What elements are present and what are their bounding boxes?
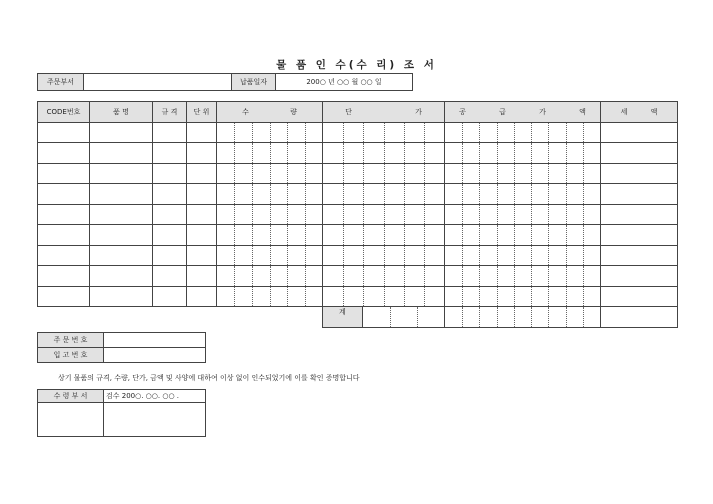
receiving-table — [37, 389, 206, 437]
unit-price-cell[interactable] — [323, 163, 445, 184]
spec-cell[interactable] — [153, 163, 187, 184]
code-cell[interactable] — [38, 225, 90, 246]
order-no-field[interactable] — [104, 333, 206, 348]
code-cell[interactable] — [38, 266, 90, 287]
confirmation-statement: 상기 물품의 규격, 수량, 단가, 금액 및 사양에 대하여 이상 없이 인수되었기에 이를 확인 증명합니다 — [58, 374, 360, 382]
spec-cell[interactable] — [153, 245, 187, 266]
item-name-cell[interactable] — [90, 163, 153, 184]
tax-cell[interactable] — [601, 204, 678, 225]
tax-cell[interactable] — [601, 266, 678, 287]
delivery-date-label: 납품일자 — [232, 74, 276, 91]
code-cell[interactable] — [38, 286, 90, 307]
col-tax: 세 액 — [601, 102, 678, 123]
spec-cell[interactable] — [153, 184, 187, 205]
spec-cell[interactable] — [153, 122, 187, 143]
tax-cell[interactable] — [601, 225, 678, 246]
col-spec: 규 격 — [153, 102, 187, 123]
table-row — [38, 143, 678, 164]
unit-price-cell[interactable] — [323, 122, 445, 143]
quantity-cell[interactable] — [217, 184, 323, 205]
item-name-cell[interactable] — [90, 266, 153, 287]
unit-price-cell[interactable] — [323, 245, 445, 266]
tax-cell[interactable] — [601, 245, 678, 266]
supply-amount-cell[interactable] — [445, 286, 601, 307]
unit-price-cell[interactable] — [323, 266, 445, 287]
item-name-cell[interactable] — [90, 204, 153, 225]
item-name-cell[interactable] — [90, 184, 153, 205]
unit-cell[interactable] — [187, 266, 217, 287]
receipt-no-field[interactable] — [104, 348, 206, 363]
supply-amount-cell[interactable] — [445, 245, 601, 266]
items-table — [37, 101, 678, 328]
code-cell[interactable] — [38, 122, 90, 143]
order-info-table — [37, 332, 206, 363]
unit-cell[interactable] — [187, 225, 217, 246]
quantity-cell[interactable] — [217, 143, 323, 164]
table-row — [38, 225, 678, 246]
total-supply-amount-cell[interactable] — [445, 307, 601, 328]
unit-cell[interactable] — [187, 122, 217, 143]
col-code: CODE번호 — [38, 102, 90, 123]
tax-cell[interactable] — [601, 143, 678, 164]
table-row — [38, 266, 678, 287]
code-cell[interactable] — [38, 184, 90, 205]
item-name-cell[interactable] — [90, 143, 153, 164]
unit-price-cell[interactable] — [323, 184, 445, 205]
tax-cell[interactable] — [601, 122, 678, 143]
order-no-label: 주 문 번 호 — [38, 333, 104, 348]
quantity-cell[interactable] — [217, 122, 323, 143]
item-name-cell[interactable] — [90, 286, 153, 307]
spec-cell[interactable] — [153, 143, 187, 164]
quantity-cell[interactable] — [217, 286, 323, 307]
supply-amount-cell[interactable] — [445, 122, 601, 143]
supply-amount-cell[interactable] — [445, 266, 601, 287]
code-cell[interactable] — [38, 204, 90, 225]
col-unit: 단 위 — [187, 102, 217, 123]
delivery-date-field[interactable]: 200○ 년 ○○ 월 ○○ 일 — [276, 74, 413, 91]
table-row — [38, 122, 678, 143]
inspection-date[interactable]: 검수 200○. ○○. ○○ . — [104, 390, 206, 403]
unit-price-cell[interactable] — [323, 204, 445, 225]
table-row — [38, 163, 678, 184]
item-name-cell[interactable] — [90, 225, 153, 246]
order-dept-field[interactable] — [84, 74, 232, 91]
order-dept-label: 주문부서 — [38, 74, 84, 91]
col-unit-price: 단 가 — [323, 102, 445, 123]
table-row — [38, 245, 678, 266]
unit-price-cell[interactable] — [323, 143, 445, 164]
total-row — [38, 307, 678, 328]
quantity-cell[interactable] — [217, 225, 323, 246]
tax-cell[interactable] — [601, 184, 678, 205]
spec-cell[interactable] — [153, 225, 187, 246]
spec-cell[interactable] — [153, 204, 187, 225]
quantity-cell[interactable] — [217, 245, 323, 266]
col-quantity: 수 량 — [217, 102, 323, 123]
item-name-cell[interactable] — [90, 245, 153, 266]
total-tax-cell[interactable] — [601, 307, 678, 328]
supply-amount-cell[interactable] — [445, 184, 601, 205]
supply-amount-cell[interactable] — [445, 163, 601, 184]
unit-cell[interactable] — [187, 245, 217, 266]
supply-amount-cell[interactable] — [445, 143, 601, 164]
unit-cell[interactable] — [187, 184, 217, 205]
code-cell[interactable] — [38, 245, 90, 266]
supply-amount-cell[interactable] — [445, 225, 601, 246]
document-title: 물 품 인 수(수 리) 조 서 — [276, 59, 437, 71]
col-item-name: 품 명 — [90, 102, 153, 123]
total-label: 계 — [323, 307, 363, 327]
item-name-cell[interactable] — [90, 122, 153, 143]
col-supply-amount: 공 급 가 액 — [445, 102, 601, 123]
code-cell[interactable] — [38, 163, 90, 184]
quantity-cell[interactable] — [217, 204, 323, 225]
table-row — [38, 184, 678, 205]
supply-amount-cell[interactable] — [445, 204, 601, 225]
unit-price-cell[interactable] — [323, 225, 445, 246]
quantity-cell[interactable] — [217, 163, 323, 184]
receiving-dept-sign-box[interactable] — [38, 403, 104, 437]
table-row — [38, 204, 678, 225]
unit-cell[interactable] — [187, 286, 217, 307]
receiving-dept-label: 수 령 부 서 — [38, 390, 104, 403]
spec-cell[interactable] — [153, 286, 187, 307]
table-row — [38, 286, 678, 307]
unit-cell[interactable] — [187, 163, 217, 184]
header-info-table — [37, 73, 413, 91]
code-cell[interactable] — [38, 143, 90, 164]
quantity-cell[interactable] — [217, 266, 323, 287]
receipt-no-label: 입 고 번 호 — [38, 348, 104, 363]
tax-cell[interactable] — [601, 163, 678, 184]
inspection-sign-box[interactable] — [104, 403, 206, 437]
tax-cell[interactable] — [601, 286, 678, 307]
spec-cell[interactable] — [153, 266, 187, 287]
unit-cell[interactable] — [187, 204, 217, 225]
unit-cell[interactable] — [187, 143, 217, 164]
unit-price-cell[interactable] — [323, 286, 445, 307]
